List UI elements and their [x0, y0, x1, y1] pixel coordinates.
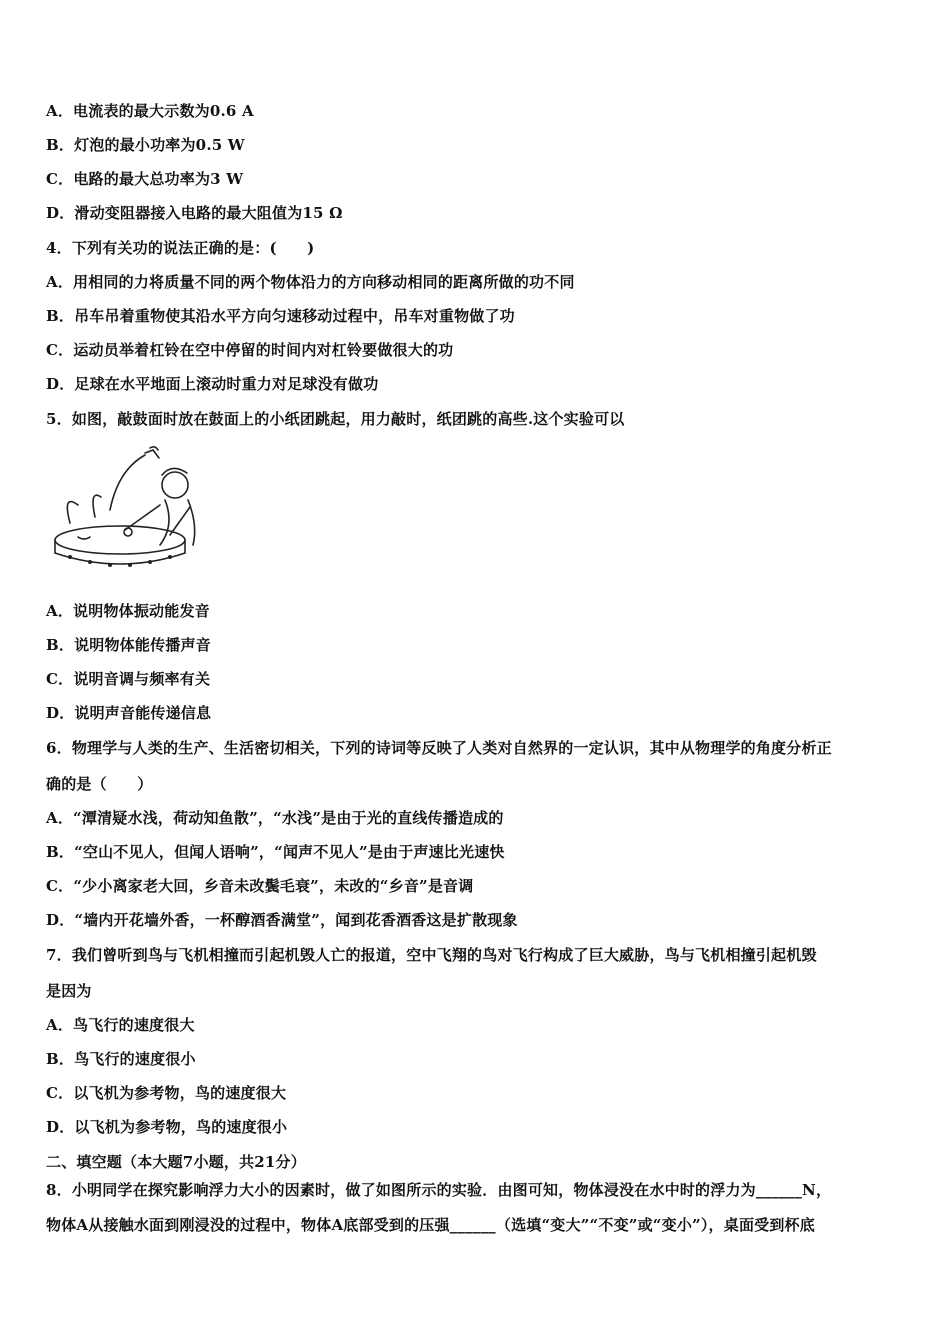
line-q4-d: D．足球在水平地面上滚动时重力对足球没有做功 — [46, 375, 379, 393]
question-7-line-1: 7．我们曾听到鸟与飞机相撞而引起机毁人亡的报道，空中飞翔的鸟对飞行构成了巨大威胁，鸟与飞机相撞引起机毁 — [46, 946, 817, 964]
line-q5-a: A．说明物体振动能发音 — [46, 602, 210, 620]
question-8-line-2: 物体A从接触水面到刚浸没的过程中，物体A底部受到的压强______（选填“变大”“不变”或“变小”），桌面受到杯底 — [46, 1216, 815, 1234]
drum-experiment-figure — [50, 445, 210, 580]
question-5: 5．如图，敲鼓面时放在鼓面上的小纸团跳起，用力敲时，纸团跳的高些.这个实验可以 — [46, 410, 625, 428]
line-q3-c: C．电路的最大总功率为3 W — [46, 170, 244, 188]
line-q4-a: A．用相同的力将质量不同的两个物体沿力的方向移动相同的距离所做的功不同 — [46, 273, 575, 291]
question-6-line-1: 6．物理学与人类的生产、生活密切相关，下列的诗词等反映了人类对自然界的一定认识，其中从物理学的角度分析正 — [46, 739, 832, 757]
line-q3-d: D．滑动变阻器接入电路的最大阻值为15 Ω — [46, 204, 343, 222]
line-q7-a: A．鸟飞行的速度很大 — [46, 1016, 195, 1034]
line-q6-a: A．“潭清疑水浅，荷动知鱼散”，“水浅”是由于光的直线传播造成的 — [46, 809, 504, 827]
line-q3-b: B．灯泡的最小功率为0.5 W — [46, 136, 245, 154]
line-q5-b: B．说明物体能传播声音 — [46, 636, 211, 654]
line-q5-d: D．说明声音能传递信息 — [46, 704, 212, 722]
line-q4-c: C．运动员举着杠铃在空中停留的时间内对杠铃要做很大的功 — [46, 341, 454, 359]
line-q4-b: B．吊车吊着重物使其沿水平方向匀速移动过程中，吊车对重物做了功 — [46, 307, 515, 325]
line-q7-d: D．以飞机为参考物，鸟的速度很小 — [46, 1118, 288, 1136]
question-7-line-2: 是因为 — [46, 982, 92, 1000]
question-6-line-2: 确的是（ ） — [46, 775, 153, 793]
question-8-line-1: 8．小明同学在探究影响浮力大小的因素时，做了如图所示的实验．由图可知，物体浸没在水中时的浮力为______N， — [46, 1181, 832, 1199]
question-4: 4．下列有关功的说法正确的是：( ) — [46, 239, 315, 257]
line-q7-c: C．以飞机为参考物，鸟的速度很大 — [46, 1084, 287, 1102]
line-q3-a: A．电流表的最大示数为0.6 A — [46, 102, 254, 120]
line-q6-b: B．“空山不见人，但闻人语响”，“闻声不见人”是由于声速比光速快 — [46, 843, 505, 861]
line-q7-b: B．鸟飞行的速度很小 — [46, 1050, 196, 1068]
line-q6-d: D．“墙内开花墙外香，一杯醇酒香满堂”，闻到花香酒香这是扩散现象 — [46, 911, 518, 929]
section-heading-fill-blank: 二、填空题（本大题7小题，共21分） — [46, 1153, 306, 1171]
line-q5-c: C．说明音调与频率有关 — [46, 670, 211, 688]
line-q6-c: C．“少小离家老大回，乡音未改鬓毛衰”，未改的“乡音”是音调 — [46, 877, 474, 895]
